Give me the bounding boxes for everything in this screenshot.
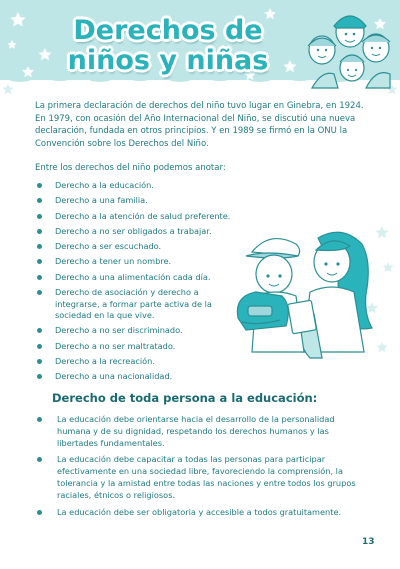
- list-item: Derecho a la educación.: [35, 180, 315, 192]
- list-item: Derecho a ser escuchado.: [35, 241, 315, 253]
- bullet-icon: [37, 374, 42, 379]
- rights-lead: Entre los derechos del niño podemos anotar:: [35, 163, 226, 173]
- bullet-icon: [37, 229, 42, 234]
- list-item: Derecho de asociación y derecho a integrarse, a formar parte activa de la sociedad en la que vive.: [35, 287, 235, 322]
- list-item: Derecho a tener un nombre.: [35, 256, 315, 268]
- bullet-icon: [37, 259, 42, 264]
- page-title: [58, 16, 278, 76]
- list-item: La educación debe ser obligatoria y accesible a todos gratuitamente.: [35, 507, 365, 519]
- title-line-2: niños y niñas: [67, 45, 269, 76]
- education-list: [35, 414, 365, 523]
- bullet-icon: [37, 275, 42, 280]
- star-icon: [383, 262, 394, 272]
- star-icon: [3, 84, 14, 94]
- list-item: Derecho a la atención de salud preferente.: [35, 211, 315, 223]
- title-line-1: Derechos de: [73, 15, 263, 46]
- star-icon: [7, 40, 16, 49]
- star-icon: [38, 48, 51, 60]
- list-item: Derecho a una alimentación cada día.: [35, 272, 315, 284]
- bullet-icon: [37, 214, 42, 219]
- bullet-icon: [37, 290, 42, 295]
- students-illustration: [232, 222, 400, 382]
- bullet-icon: [37, 344, 42, 349]
- list-item: Derecho a no ser maltratado.: [35, 341, 315, 353]
- star-icon: [10, 12, 26, 27]
- bullet-icon: [37, 328, 42, 333]
- section-heading: Derecho de toda persona a la educación:: [52, 391, 318, 405]
- list-item: Derecho a no ser discriminado.: [35, 325, 315, 337]
- bullet-icon: [37, 417, 42, 422]
- bullet-icon: [37, 244, 42, 249]
- page-number: 13: [362, 537, 375, 547]
- children-group-illustration: [292, 2, 400, 90]
- intro-paragraph: La primera declaración de derechos del niño tuvo lugar en Ginebra, en 1924. En 1979, con ocasión del Año Internacional del Niño, se discutió una nueva declaración, fundada en otros principios. Y en 1989 se firmó en la ONU la Convención sobre los Derechos del Niño.: [35, 101, 364, 149]
- star-icon: [22, 66, 34, 77]
- bullet-icon: [37, 457, 42, 462]
- bullet-icon: [37, 359, 42, 364]
- list-item: Derecho a una familia.: [35, 195, 315, 207]
- star-icon: [375, 226, 388, 238]
- bullet-icon: [37, 183, 42, 188]
- bullet-icon: [37, 510, 42, 515]
- list-item: Derecho a la recreación.: [35, 356, 315, 368]
- star-icon: [366, 302, 378, 313]
- star-icon: [377, 342, 388, 352]
- list-item: Derecho a una nacionalidad.: [35, 371, 315, 383]
- list-item: Derecho a no ser obligados a trabajar.: [35, 226, 315, 238]
- list-item: La educación debe capacitar a todas las personas para participar efectivamente en una sociedad libre, favoreciendo la comprensión, la tolerancia y la amistad entre todas las naciones y entre todos los grupos raciales, étnicos o religiosos.: [35, 454, 365, 501]
- list-item: La educación debe orientarse hacia el desarrollo de la personalidad humana y de su dignidad, respetando los derechos humanos y las libertades fundamentales.: [35, 414, 365, 449]
- bullet-icon: [37, 198, 42, 203]
